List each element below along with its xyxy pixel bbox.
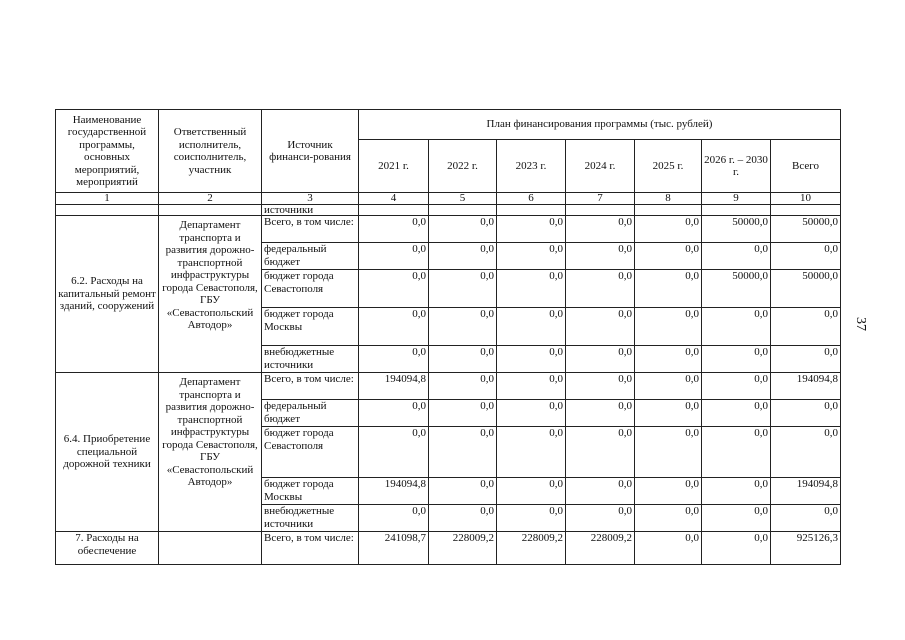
section-name: 6.4. Приобретение специальной дорожной техники — [56, 373, 159, 532]
source-label: источники — [262, 205, 359, 216]
amount-value: 228009,2 — [497, 532, 566, 565]
amount-value: 0,0 — [635, 373, 702, 400]
amount-value: 0,0 — [635, 216, 702, 243]
amount-value: 0,0 — [429, 270, 497, 308]
amount-value: 50000,0 — [702, 270, 771, 308]
amount-value: 0,0 — [497, 373, 566, 400]
continued-row — [56, 205, 841, 216]
amount-value: 0,0 — [497, 400, 566, 427]
amount-value: 0,0 — [429, 216, 497, 243]
column-number: 4 — [359, 193, 429, 205]
amount-value: 0,0 — [429, 308, 497, 346]
column-number: 9 — [702, 193, 771, 205]
amount-value: 0,0 — [635, 427, 702, 478]
amount-value: 0,0 — [359, 427, 429, 478]
source-label: бюджет города Москвы — [262, 478, 359, 505]
amount-value: 0,0 — [359, 243, 429, 270]
amount-value: 0,0 — [635, 478, 702, 505]
amount-value: 0,0 — [635, 243, 702, 270]
amount-value: 0,0 — [702, 427, 771, 478]
header-executor: Ответственный исполнитель, соисполнитель, участник — [159, 110, 262, 193]
source-label: бюджет города Москвы — [262, 308, 359, 346]
header-year: 2023 г. — [497, 140, 566, 193]
amount-value: 0,0 — [702, 308, 771, 346]
amount-value: 0,0 — [566, 346, 635, 373]
amount-value: 0,0 — [429, 243, 497, 270]
total-value: 0,0 — [771, 308, 841, 346]
column-number: 10 — [771, 193, 841, 205]
amount-value: 0,0 — [497, 243, 566, 270]
amount-value: 0,0 — [497, 270, 566, 308]
financing-table — [55, 109, 841, 565]
amount-value: 0,0 — [429, 400, 497, 427]
amount-value: 0,0 — [702, 532, 771, 565]
amount-value: 0,0 — [635, 400, 702, 427]
amount-value: 0,0 — [429, 373, 497, 400]
source-label: федеральный бюджет — [262, 243, 359, 270]
total-value: 0,0 — [771, 427, 841, 478]
total-value: 194094,8 — [771, 373, 841, 400]
amount-value: 0,0 — [497, 216, 566, 243]
column-number: 2 — [159, 193, 262, 205]
amount-value: 0,0 — [359, 400, 429, 427]
amount-value: 194094,8 — [359, 373, 429, 400]
amount-value: 0,0 — [566, 243, 635, 270]
amount-value: 0,0 — [359, 346, 429, 373]
amount-value: 0,0 — [359, 505, 429, 532]
source-label: внебюджетные источники — [262, 505, 359, 532]
amount-value: 0,0 — [702, 400, 771, 427]
column-number: 8 — [635, 193, 702, 205]
amount-value: 0,0 — [429, 478, 497, 505]
amount-value: 0,0 — [359, 216, 429, 243]
amount-value: 228009,2 — [429, 532, 497, 565]
header-year: 2025 г. — [635, 140, 702, 193]
amount-value: 228009,2 — [566, 532, 635, 565]
column-number: 5 — [429, 193, 497, 205]
amount-value: 0,0 — [566, 216, 635, 243]
amount-value: 0,0 — [702, 373, 771, 400]
total-value: 0,0 — [771, 505, 841, 532]
section-name: 7. Расходы на обеспечение — [56, 532, 159, 565]
amount-value: 0,0 — [359, 270, 429, 308]
header-year: 2026 г. – 2030 г. — [702, 140, 771, 193]
section-executor — [159, 532, 262, 565]
amount-value: 0,0 — [702, 478, 771, 505]
amount-value: 0,0 — [497, 505, 566, 532]
amount-value: 0,0 — [566, 308, 635, 346]
source-label: Всего, в том числе: — [262, 532, 359, 565]
source-label: Всего, в том числе: — [262, 216, 359, 243]
amount-value: 0,0 — [635, 532, 702, 565]
amount-value: 0,0 — [566, 427, 635, 478]
total-value: 194094,8 — [771, 478, 841, 505]
header-year: 2021 г. — [359, 140, 429, 193]
header-name: Наименование государственной программы, основных мероприятий, мероприятий — [56, 110, 159, 193]
column-number: 7 — [566, 193, 635, 205]
amount-value: 0,0 — [497, 427, 566, 478]
amount-value: 0,0 — [635, 308, 702, 346]
source-label: федеральный бюджет — [262, 400, 359, 427]
sections-body — [56, 216, 841, 565]
amount-value: 0,0 — [359, 308, 429, 346]
section-name: 6.2. Расходы на капитальный ремонт зданий, сооружений — [56, 216, 159, 373]
header-plan: План финансирования программы (тыс. рублей) — [359, 110, 841, 140]
total-value: 0,0 — [771, 346, 841, 373]
source-label: Всего, в том числе: — [262, 373, 359, 400]
amount-value: 194094,8 — [359, 478, 429, 505]
header-total: Всего — [771, 140, 841, 193]
amount-value: 0,0 — [635, 270, 702, 308]
column-number: 6 — [497, 193, 566, 205]
section-executor: Департамент транспорта и развития дорожно-транспортной инфраструктуры города Севастополя, ГБУ «Севастопольский Автодор» — [159, 216, 262, 373]
amount-value: 0,0 — [702, 243, 771, 270]
table-row — [56, 216, 841, 243]
amount-value: 0,0 — [497, 308, 566, 346]
amount-value: 0,0 — [429, 346, 497, 373]
total-value: 0,0 — [771, 243, 841, 270]
source-label: бюджет города Севастополя — [262, 427, 359, 478]
total-value: 50000,0 — [771, 270, 841, 308]
amount-value: 0,0 — [497, 346, 566, 373]
amount-value: 0,0 — [635, 505, 702, 532]
page-number: 37 — [853, 317, 868, 331]
column-number-row — [56, 193, 841, 205]
column-number: 3 — [262, 193, 359, 205]
table-row — [56, 373, 841, 400]
amount-value: 0,0 — [566, 400, 635, 427]
source-label: внебюджетные источники — [262, 346, 359, 373]
amount-value: 0,0 — [566, 373, 635, 400]
amount-value: 0,0 — [429, 505, 497, 532]
total-value: 0,0 — [771, 400, 841, 427]
column-number: 1 — [56, 193, 159, 205]
amount-value: 0,0 — [635, 346, 702, 373]
header-year: 2024 г. — [566, 140, 635, 193]
amount-value: 0,0 — [566, 478, 635, 505]
amount-value: 0,0 — [566, 270, 635, 308]
amount-value: 0,0 — [429, 427, 497, 478]
amount-value: 0,0 — [702, 505, 771, 532]
total-value: 50000,0 — [771, 216, 841, 243]
header-source: Источник финанси-рования — [262, 110, 359, 193]
amount-value: 0,0 — [566, 505, 635, 532]
amount-value: 0,0 — [702, 346, 771, 373]
amount-value: 0,0 — [497, 478, 566, 505]
section-executor: Департамент транспорта и развития дорожно-транспортной инфраструктуры города Севастополя, ГБУ «Севастопольский Автодор» — [159, 373, 262, 532]
source-label: бюджет города Севастополя — [262, 270, 359, 308]
amount-value: 241098,7 — [359, 532, 429, 565]
table-row — [56, 532, 841, 565]
amount-value: 50000,0 — [702, 216, 771, 243]
total-value: 925126,3 — [771, 532, 841, 565]
header-year: 2022 г. — [429, 140, 497, 193]
